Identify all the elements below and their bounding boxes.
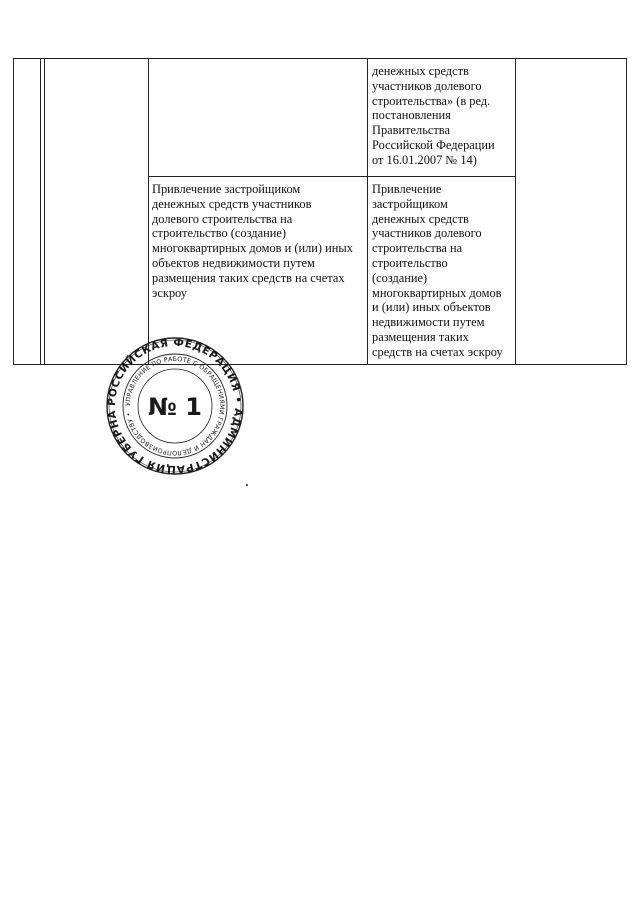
official-stamp — [105, 336, 245, 476]
table-col-divider-5 — [515, 58, 516, 365]
table-right-border — [626, 58, 627, 365]
stray-dot — [246, 484, 248, 486]
row1-revised-cell: денежных средств участников долевого строительства» (в ред. постановления Правительства Российской Федерации от 16.01.2007 № 14) — [372, 64, 495, 167]
table-col-divider-4 — [367, 58, 368, 365]
table-col-divider-2 — [44, 58, 45, 365]
svg-text:№ 1: № 1 — [148, 393, 202, 421]
table-col-divider-1 — [40, 58, 41, 365]
table-col-divider-3 — [148, 58, 149, 365]
table-row-divider — [148, 176, 515, 177]
svg-text:РОССИЙСКАЯ ФЕДЕРАЦИЯ • АДМИНИС: РОССИЙСКАЯ ФЕДЕРАЦИЯ • АДМИНИСТРАЦИЯ ГУБЕРНА — [105, 336, 245, 476]
table-top-border — [13, 58, 627, 59]
row2-description-cell: Привлечение застройщиком денежных средств участников долевого строительства на строительство (создание) многоквартирных домов и (или) иных объектов недвижимости путем размещения таких средств на счетах эскроу — [152, 182, 353, 300]
table-left-border — [13, 58, 14, 365]
svg-text:УПРАВЛЕНИЕ ПО РАБОТЕ С ОБРАЩЕН: УПРАВЛЕНИЕ ПО РАБОТЕ С ОБРАЩЕНИЯМИ ГРАЖДАН И ДЕЛОПРОИЗВОДСТВУ • — [124, 355, 226, 457]
row2-revised-cell: Привлечение застройщиком денежных средств участников долевого строительства на строительство (создание) многоквартирных домов и (или) иных объектов недвижимости путем размещения таких средств на счетах эскроу — [372, 182, 503, 359]
